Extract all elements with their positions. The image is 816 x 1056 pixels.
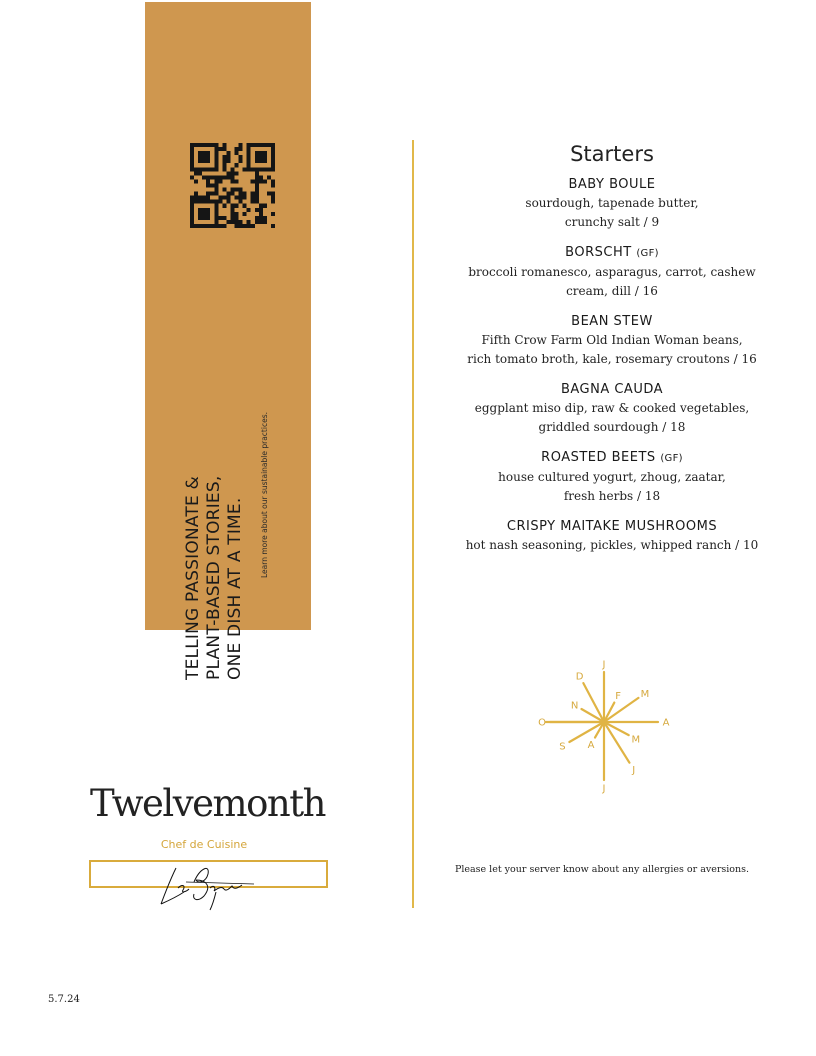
qr-module: [218, 196, 222, 200]
qr-module: [263, 167, 267, 171]
qr-module: [255, 171, 259, 175]
qr-module: [214, 167, 218, 171]
qr-module: [202, 196, 206, 200]
qr-module: [222, 224, 226, 228]
qr-module: [190, 196, 194, 200]
qr-module: [198, 196, 202, 200]
qr-module: [206, 151, 210, 155]
compass-month-letter: A: [662, 717, 670, 729]
qr-module: [226, 155, 230, 159]
dietary-tag: (GF): [660, 453, 683, 464]
qr-module: [235, 147, 239, 151]
qr-module: [206, 167, 210, 171]
qr-module: [251, 224, 255, 228]
item-description-line: eggplant miso dip, raw & cooked vegetables,: [474, 401, 750, 415]
qr-module: [235, 163, 239, 167]
qr-module: [259, 208, 263, 212]
qr-module: [263, 216, 267, 220]
item-description-line: hot nash seasoning, pickles, whipped ranch / 10: [465, 538, 759, 552]
qr-module: [210, 143, 214, 147]
qr-module: [190, 175, 194, 179]
learn-more-text: Learn more about our sustainable practices.: [260, 412, 269, 578]
qr-module: [255, 216, 259, 220]
qr-module: [255, 183, 259, 187]
qr-module: [214, 155, 218, 159]
item-description-line: broccoli romanesco, asparagus, carrot, cashew: [468, 265, 756, 279]
item-description: [432, 331, 792, 369]
qr-module: [214, 179, 218, 183]
qr-module: [210, 175, 214, 179]
qr-module: [206, 143, 210, 147]
qr-module: [190, 224, 194, 228]
qr-module: [263, 220, 267, 224]
qr-module: [230, 171, 234, 175]
qr-module: [206, 212, 210, 216]
qr-module: [206, 200, 210, 204]
qr-module: [259, 143, 263, 147]
qr-module: [230, 188, 234, 192]
qr-module: [218, 200, 222, 204]
qr-module: [255, 208, 259, 212]
qr-module: [190, 159, 194, 163]
item-description: [432, 263, 792, 301]
qr-module: [235, 151, 239, 155]
qr-module: [214, 212, 218, 216]
item-description-line: cream, dill / 16: [566, 284, 658, 298]
menu-item: [432, 518, 792, 555]
qr-module: [206, 216, 210, 220]
qr-module: [222, 147, 226, 151]
qr-module: [267, 143, 271, 147]
qr-module: [255, 167, 259, 171]
qr-module: [255, 155, 259, 159]
compass-month-letter: J: [602, 783, 606, 795]
qr-module: [259, 175, 263, 179]
qr-module: [243, 192, 247, 196]
qr-module: [271, 212, 275, 216]
qr-module: [263, 151, 267, 155]
qr-module: [198, 224, 202, 228]
qr-module: [222, 163, 226, 167]
qr-module: [271, 224, 275, 228]
qr-module: [198, 151, 202, 155]
qr-module: [226, 200, 230, 204]
qr-module: [214, 192, 218, 196]
qr-module: [226, 196, 230, 200]
qr-module: [251, 167, 255, 171]
qr-module: [202, 200, 206, 204]
chef-title: Chef de Cuisine: [160, 838, 248, 851]
qr-module: [230, 212, 234, 216]
qr-module: [271, 143, 275, 147]
vertical-divider: [412, 140, 414, 908]
qr-module: [267, 175, 271, 179]
qr-module: [230, 192, 234, 196]
qr-module: [210, 224, 214, 228]
compass-month-letter: M: [631, 734, 641, 746]
qr-module: [222, 159, 226, 163]
qr-module: [255, 179, 259, 183]
qr-module: [194, 171, 198, 175]
qr-module: [226, 175, 230, 179]
item-description-line: griddled sourdough / 18: [538, 420, 686, 434]
qr-module: [259, 212, 263, 216]
qr-module: [259, 216, 263, 220]
dietary-tag: (GF): [636, 248, 659, 259]
item-description: [432, 468, 792, 506]
qr-module: [271, 200, 275, 204]
qr-module: [222, 175, 226, 179]
item-description: [432, 194, 792, 232]
qr-module: [239, 220, 243, 224]
item-description-line: house cultured yogurt, zhoug, zaatar,: [498, 470, 726, 484]
qr-module: [214, 216, 218, 220]
qr-module: [198, 171, 202, 175]
qr-module: [255, 192, 259, 196]
qr-module: [190, 212, 194, 216]
tagline: [183, 260, 246, 680]
qr-module: [206, 224, 210, 228]
qr-module: [206, 179, 210, 183]
qr-module: [251, 196, 255, 200]
qr-module: [202, 151, 206, 155]
menu-item: [432, 449, 792, 506]
qr-module: [235, 179, 239, 183]
qr-module: [198, 155, 202, 159]
qr-module: [226, 151, 230, 155]
restaurant-logo: Twelvemonth: [90, 782, 325, 825]
qr-module: [239, 224, 243, 228]
qr-module: [214, 183, 218, 187]
qr-module: [218, 175, 222, 179]
qr-module: [230, 216, 234, 220]
compass-month-letter: F: [615, 691, 621, 703]
qr-module: [198, 143, 202, 147]
qr-module: [271, 151, 275, 155]
qr-module: [263, 159, 267, 163]
menu-section: [432, 142, 792, 567]
qr-module: [235, 220, 239, 224]
qr-module: [235, 204, 239, 208]
qr-module: [210, 192, 214, 196]
qr-module: [271, 179, 275, 183]
qr-module: [206, 192, 210, 196]
qr-module: [194, 196, 198, 200]
qr-module: [190, 216, 194, 220]
qr-module: [202, 212, 206, 216]
qr-module: [263, 155, 267, 159]
item-description-line: fresh herbs / 18: [563, 489, 661, 503]
compass-month-letter: O: [538, 717, 546, 729]
qr-module: [194, 224, 198, 228]
qr-module: [226, 192, 230, 196]
qr-module: [202, 159, 206, 163]
qr-module: [239, 147, 243, 151]
qr-module: [210, 183, 214, 187]
qr-module: [239, 155, 243, 159]
qr-module: [190, 208, 194, 212]
qr-module: [190, 200, 194, 204]
compass-month-letter: J: [602, 659, 606, 671]
qr-module: [271, 155, 275, 159]
qr-module: [190, 143, 194, 147]
qr-module: [206, 175, 210, 179]
qr-module: [214, 220, 218, 224]
menu-item: [432, 176, 792, 232]
qr-module: [214, 147, 218, 151]
menu-item: [432, 244, 792, 301]
qr-module: [194, 192, 198, 196]
qr-module: [198, 200, 202, 204]
qr-module: [247, 155, 251, 159]
qr-module: [255, 196, 259, 200]
item-description: [432, 536, 792, 555]
item-name: BORSCHT: [565, 245, 632, 260]
qr-module: [214, 200, 218, 204]
qr-module: [198, 212, 202, 216]
qr-module: [218, 179, 222, 183]
qr-module: [210, 167, 214, 171]
qr-module: [190, 163, 194, 167]
qr-module: [214, 204, 218, 208]
qr-module: [218, 224, 222, 228]
qr-module: [202, 216, 206, 220]
qr-module: [243, 212, 247, 216]
qr-module: [226, 171, 230, 175]
item-description-line: Fifth Crow Farm Old Indian Woman beans,: [481, 333, 743, 347]
qr-module: [259, 220, 263, 224]
qr-module: [243, 167, 247, 171]
qr-module: [263, 204, 267, 208]
qr-module: [190, 151, 194, 155]
qr-module: [255, 188, 259, 192]
compass-month-letter: D: [575, 671, 584, 683]
qr-module: [194, 200, 198, 204]
qr-module: [206, 196, 210, 200]
qr-module: [214, 163, 218, 167]
compass-month-letter: M: [640, 688, 650, 700]
qr-module: [230, 208, 234, 212]
qr-module: [222, 143, 226, 147]
qr-module: [267, 192, 271, 196]
qr-module: [190, 220, 194, 224]
qr-module: [222, 196, 226, 200]
qr-module: [259, 159, 263, 163]
compass-month-letter: N: [570, 700, 579, 712]
qr-module: [271, 167, 275, 171]
qr-code-icon[interactable]: [190, 143, 275, 228]
allergy-note: Please let your server know about any allergies or aversions.: [454, 864, 750, 875]
tagline-line: TELLING PASSIONATE &: [183, 476, 203, 680]
qr-module: [235, 188, 239, 192]
qr-module: [243, 224, 247, 228]
qr-module: [214, 188, 218, 192]
qr-module: [214, 224, 218, 228]
qr-module: [271, 192, 275, 196]
qr-module: [206, 208, 210, 212]
qr-module: [251, 200, 255, 204]
qr-module: [235, 196, 239, 200]
qr-module: [222, 167, 226, 171]
tagline-line: ONE DISH AT A TIME.: [225, 497, 245, 680]
qr-module: [267, 167, 271, 171]
qr-module: [198, 159, 202, 163]
qr-module: [239, 188, 243, 192]
qr-module: [194, 143, 198, 147]
qr-module: [226, 220, 230, 224]
qr-module: [210, 200, 214, 204]
menu-item: [432, 313, 792, 369]
qr-module: [239, 143, 243, 147]
item-description-line: rich tomato broth, kale, rosemary croutons / 16: [467, 352, 757, 366]
qr-module: [202, 208, 206, 212]
qr-module: [255, 175, 259, 179]
item-name: ROASTED BEETS: [541, 450, 656, 465]
qr-module: [230, 175, 234, 179]
compass-month-letter: J: [632, 764, 636, 776]
qr-module: [239, 200, 243, 204]
qr-module: [230, 167, 234, 171]
qr-module: [271, 147, 275, 151]
qr-module: [206, 155, 210, 159]
qr-module: [235, 224, 239, 228]
qr-module: [271, 163, 275, 167]
qr-module: [214, 151, 218, 155]
qr-module: [222, 155, 226, 159]
qr-module: [247, 224, 251, 228]
qr-module: [239, 192, 243, 196]
month-compass-icon: [538, 655, 670, 795]
qr-module: [255, 220, 259, 224]
qr-module: [218, 147, 222, 151]
qr-module: [271, 159, 275, 163]
qr-module: [194, 179, 198, 183]
qr-module: [190, 204, 194, 208]
qr-module: [251, 192, 255, 196]
qr-module: [214, 208, 218, 212]
qr-module: [247, 147, 251, 151]
qr-module: [190, 155, 194, 159]
qr-module: [222, 216, 226, 220]
qr-module: [259, 151, 263, 155]
item-name: BEAN STEW: [571, 314, 653, 329]
qr-module: [214, 143, 218, 147]
qr-module: [202, 143, 206, 147]
qr-module: [206, 183, 210, 187]
qr-module: [247, 163, 251, 167]
qr-module: [218, 216, 222, 220]
menu-item: [432, 381, 792, 437]
qr-module: [239, 159, 243, 163]
qr-module: [247, 220, 251, 224]
qr-module: [271, 183, 275, 187]
qr-module: [255, 200, 259, 204]
qr-module: [247, 208, 251, 212]
qr-module: [235, 171, 239, 175]
qr-module: [214, 175, 218, 179]
qr-module: [243, 204, 247, 208]
qr-module: [239, 196, 243, 200]
qr-module: [230, 179, 234, 183]
qr-module: [202, 155, 206, 159]
qr-module: [194, 167, 198, 171]
item-name: CRISPY MAITAKE MUSHROOMS: [506, 519, 718, 534]
qr-module: [247, 151, 251, 155]
qr-module: [198, 208, 202, 212]
compass-month-letter: S: [559, 741, 566, 753]
qr-module: [263, 143, 267, 147]
chef-signature: [156, 858, 256, 910]
qr-module: [259, 167, 263, 171]
item-description: [432, 399, 792, 437]
section-title: Starters: [570, 142, 654, 166]
qr-module: [190, 147, 194, 151]
qr-module: [259, 155, 263, 159]
qr-module: [255, 151, 259, 155]
tagline-line: PLANT-BASED STORIES,: [204, 475, 224, 680]
qr-module: [243, 196, 247, 200]
qr-module: [251, 179, 255, 183]
qr-module: [235, 212, 239, 216]
menu-date: 5.7.24: [48, 994, 80, 1005]
item-description-line: crunchy salt / 9: [564, 215, 660, 229]
qr-module: [235, 216, 239, 220]
qr-module: [230, 204, 234, 208]
qr-module: [255, 143, 259, 147]
item-name: BABY BOULE: [568, 177, 656, 192]
compass-month-letter: A: [587, 740, 595, 752]
qr-module: [230, 220, 234, 224]
qr-module: [198, 216, 202, 220]
qr-module: [259, 204, 263, 208]
qr-module: [206, 159, 210, 163]
qr-module: [202, 224, 206, 228]
qr-module: [222, 204, 226, 208]
qr-module: [202, 175, 206, 179]
qr-module: [247, 143, 251, 147]
item-description-line: sourdough, tapenade butter,: [525, 196, 699, 210]
qr-module: [202, 167, 206, 171]
qr-module: [198, 167, 202, 171]
qr-module: [251, 143, 255, 147]
qr-module: [259, 179, 263, 183]
qr-module: [190, 167, 194, 171]
qr-module: [247, 159, 251, 163]
qr-module: [247, 167, 251, 171]
qr-module: [263, 179, 267, 183]
item-name: BAGNA CAUDA: [560, 382, 664, 397]
qr-module: [214, 159, 218, 163]
qr-module: [255, 159, 259, 163]
qr-module: [226, 159, 230, 163]
qr-module: [222, 188, 226, 192]
qr-module: [271, 196, 275, 200]
